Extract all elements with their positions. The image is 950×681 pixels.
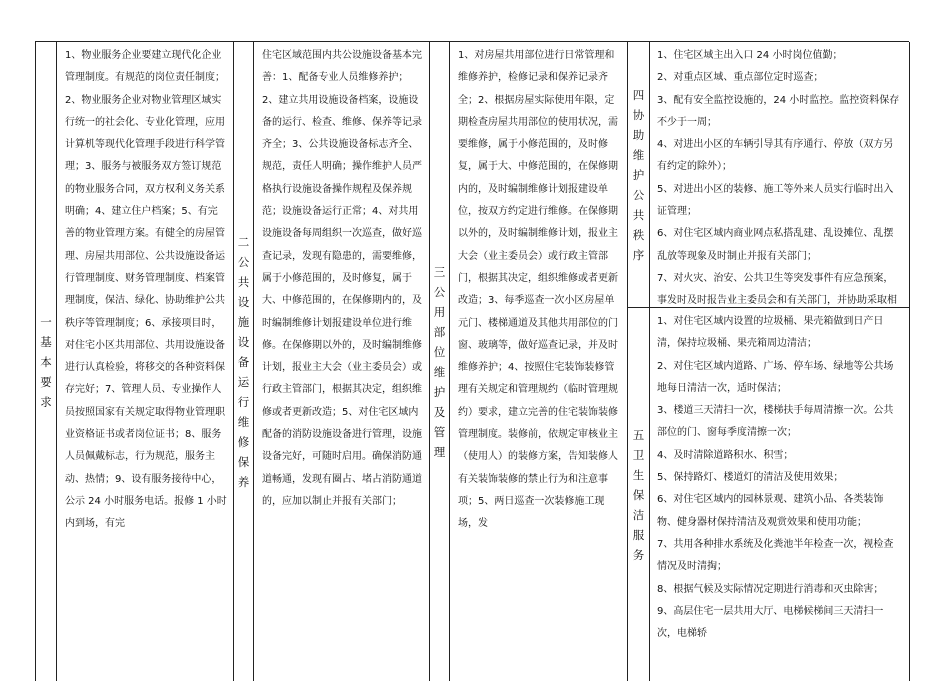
section-2-title: 二公共设施设备运行维修保养 (237, 234, 250, 489)
section-5-item: 6、对住宅区域内的园林景观、建筑小品、各类装饰物、健身器材保持清洁及观赏效果和使用功能； (657, 494, 884, 528)
standards-table (35, 41, 909, 681)
section-3-text: 1、对房屋共用部位进行日常管理和维修养护，检修记录和保养记录齐全；2、根据房屋实际使用年限，定期检查房屋共用部位的使用状况，需要维修，属于小修范围的，及时修复，属于大、中修范围的，在保修期内的，及时编制维修计划报建设单位，按双方约定进行维修。在保修期以外的，及时编制维修计划，报业主大会（业主委员会）或行政主管部门，根据其决定，组织维修或者更新改造；3、每季巡查一次小区房屋单元门、楼梯通道及其他共用部位的门窗、玻璃等，做好巡查记录，并及时维修养护；4、按照住宅装饰装修管理有关规定和管理规约（临时管理规约）要求，建立完善的住宅装饰装修管理制度。装修前，依规定审核业主（使用人）的装修方案，告知装修人有关装饰装修的禁止行为和注意事项；5、两日巡查一次装修施工现场，发 (458, 50, 618, 530)
section-3-heading (430, 42, 450, 681)
section-4-item: 6、对住宅区域内商业网点私搭乱建、乱设摊位、乱摆乱放等现象及时制止并报有关部门； (657, 228, 894, 262)
section-1-text: 1、物业服务企业要建立现代化企业管理制度。有规范的岗位责任制度；2、物业服务企业对物业管理区域实行统一的社会化、专业化管理，应用计算机等现代化管理手段进行科学管理；3、服务与被服务双方签订规范的物业服务合同，双方权利义务关系明确；4、建立住户档案；5、有完善的物业管理方案。有健全的房屋管理、房屋共用部位、公共设施设备运行管理制度、财务管理制度、档案管理制度，保洁、绿化、协助维护公共秩序等管理制度；6、承接项目时，对住宅小区共用部位、共用设施设备进行认真检验，将移交的各种资料保存完好；7、管理人员、专业操作人员按照国家有关规定取得物业管理职业资格证书或者岗位证书；8、服务人员佩戴标志，行为规范，服务主动、热情；9、设有服务接待中心，公示 24 小时服务电话。报修 1 小时内到场，有完 (65, 50, 227, 530)
section-2-body (254, 42, 430, 681)
section-5-title: 五卫生保洁服务 (632, 427, 645, 562)
section-1-heading (36, 42, 57, 681)
section-5-item: 7、共用各种排水系统及化粪池半年检查一次，视检查情况及时清掏； (657, 538, 894, 573)
section-2-text: 住宅区域范围内共公设施设备基本完善：1、配备专业人员维修养护；2、建立共用设施设备档案，设施设备的运行、检查、维修、保养等记录齐全；3、公共设施设备标志齐全、规范，责任人明确；操作维护人员严格执行设施设备操作规程及保养规范；设施设备运行正常；4、对共用设施设备每周组织一次巡查，做好巡查记录，发现有隐患的，需要维修，属于小修范围的，及时修复，属于大、中修范围的，在保修期内的，及时编制维修计划报建设单位进行维修。在保修期以外的，及时编制维修计划，报业主大会（业主委员会）或行政主管部门，根据其决定，组织维修或者更新改造；5、对住宅区域内配备的消防设施设备进行管理，设施设备完好，可随时启用。确保消防通道畅通，发现有圈占、堵占消防通道的，应加以制止并报有关部门； (262, 50, 422, 507)
section-4-item: 1、住宅区域主出入口 24 小时岗位值勤； (657, 50, 843, 61)
section-4-5-column (628, 42, 910, 681)
section-5-item: 3、楼道三天清扫一次，楼梯扶手每周清擦一次。公共部位的门、窗每季度清擦一次； (657, 405, 894, 439)
section-5-body (649, 308, 909, 681)
section-5-item: 8、根据气候及实际情况定期进行消毒和灭虫除害； (657, 583, 884, 595)
section-5-item: 4、及时清除道路积水、积雪； (657, 449, 794, 461)
section-5-item: 1、对住宅区域内设置的垃圾桶、果壳箱做到日产日清，保持垃圾桶、果壳箱周边清洁； (657, 316, 884, 350)
section-3-title: 三公用部位维护及管理 (433, 264, 446, 459)
section-5-heading (628, 308, 650, 681)
section-5-item: 9、高层住宅一层共用大厅、电梯候梯间三天清扫一次，电梯轿 (657, 605, 884, 640)
section-3-body (450, 42, 628, 681)
section-4-item: 4、对进出小区的车辆引导其有序通行、停放（双方另有约定的除外）； (657, 139, 894, 173)
section-4-item: 3、配有安全监控设施的，24 小时监控。监控资料保存不少于一周； (657, 94, 900, 128)
section-5-item: 5、保持路灯、楼道灯的清洁及使用效果； (657, 472, 844, 484)
section-4-item: 2、对重点区域、重点部位定时巡查； (657, 72, 824, 84)
section-5-item: 2、对住宅区域内道路、广场、停车场、绿地等公共场地每日清洁一次，适时保洁； (657, 360, 894, 394)
section-4-item: 5、对进出小区的装修、施工等外来人员实行临时出入证管理； (657, 183, 894, 218)
section-4-body (649, 42, 909, 307)
section-4-heading (628, 42, 650, 307)
section-4-item: 7、对火灾、治安、公共卫生等突发事件有应急预案，事发时及时报告业主委员会和有关部门，并协助采取相 (657, 272, 897, 307)
section-4-title: 四协助维护公共秩序 (632, 87, 645, 262)
section-1-title: 一基本要求 (40, 314, 52, 409)
section-1-body (57, 42, 234, 681)
section-2-heading (234, 42, 254, 681)
